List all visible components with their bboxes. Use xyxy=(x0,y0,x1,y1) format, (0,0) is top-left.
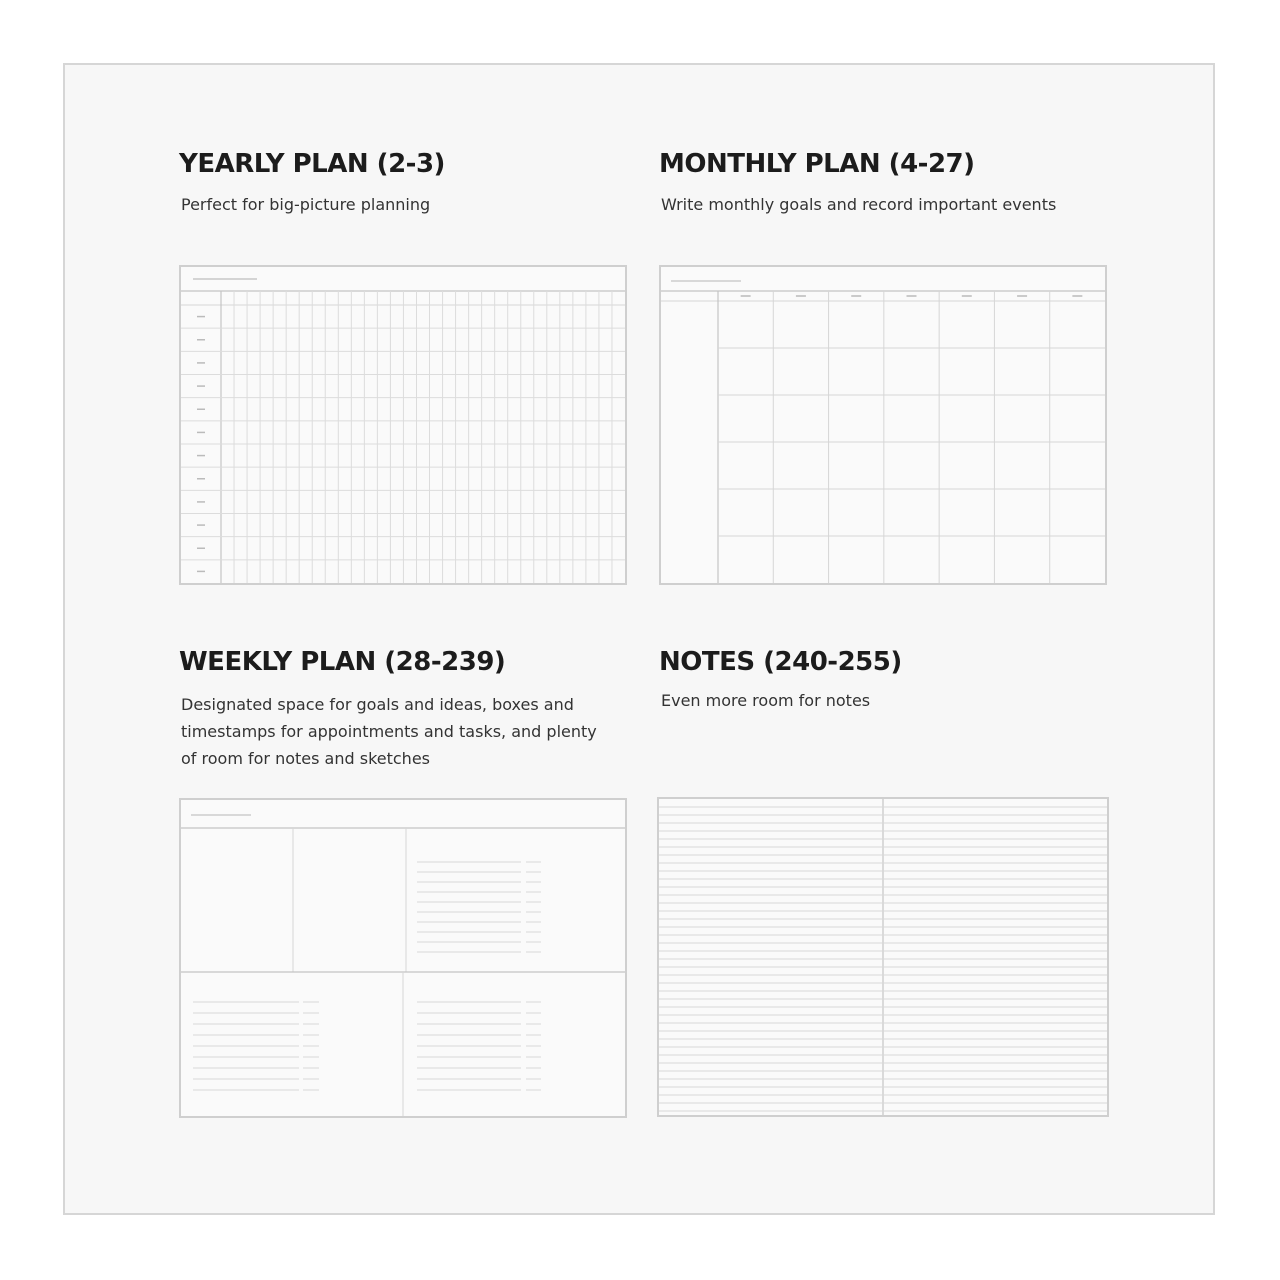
monthly-plan-section xyxy=(659,149,1129,589)
yearly-grid-page-icon xyxy=(181,267,625,583)
weekly-plan-description-line: of room for notes and sketches xyxy=(181,749,430,768)
notes-section xyxy=(659,647,1129,1122)
planner-overview-panel xyxy=(63,63,1215,1215)
weekly-layout-page-icon xyxy=(181,800,625,1116)
weekly-plan-description xyxy=(181,691,597,772)
monthly-calendar-page-icon xyxy=(661,267,1105,583)
monthly-plan-title: MONTHLY PLAN (4-27) xyxy=(659,149,975,179)
notes-title: NOTES (240-255) xyxy=(659,647,902,677)
lined-notes-page-icon xyxy=(659,799,1107,1115)
monthly-plan-description: Write monthly goals and record important events xyxy=(661,195,1057,214)
yearly-plan-section xyxy=(179,149,649,589)
yearly-plan-preview xyxy=(179,265,627,585)
notes-description: Even more room for notes xyxy=(661,691,871,710)
notes-preview xyxy=(657,797,1109,1117)
weekly-plan-description-line: timestamps for appointments and tasks, and plenty xyxy=(181,722,597,741)
weekly-plan-preview xyxy=(179,798,627,1118)
monthly-plan-preview xyxy=(659,265,1107,585)
yearly-plan-title: YEARLY PLAN (2-3) xyxy=(179,149,445,179)
weekly-plan-title: WEEKLY PLAN (28-239) xyxy=(179,647,506,677)
weekly-plan-description-line: Designated space for goals and ideas, boxes and xyxy=(181,695,574,714)
weekly-plan-section xyxy=(179,647,649,1122)
yearly-plan-description: Perfect for big-picture planning xyxy=(181,195,431,214)
